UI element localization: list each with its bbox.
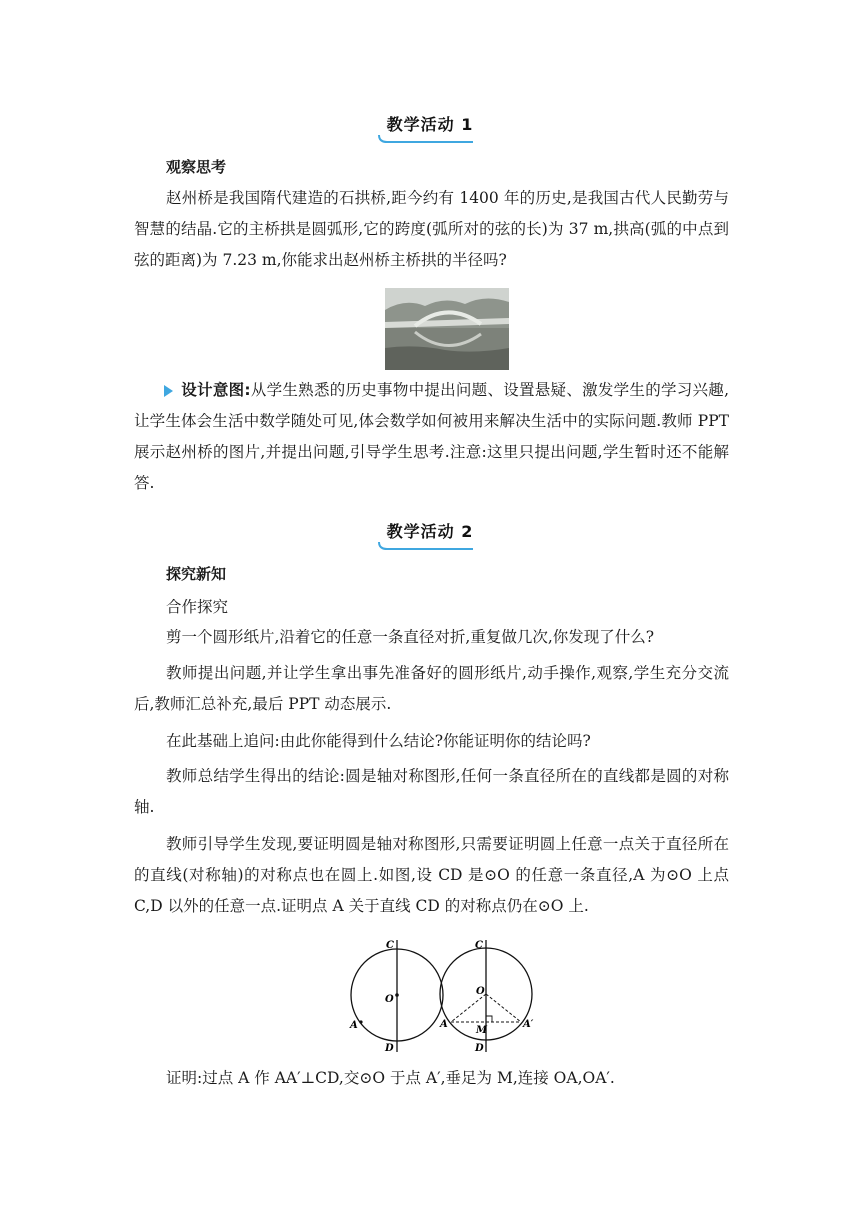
heading-underline-icon	[377, 133, 475, 145]
left-point-a	[359, 1020, 362, 1023]
fold-paper-paragraph: 剪一个圆形纸片,沿着它的任意一条直径对折,重复做几次,你发现了什么?	[166, 628, 655, 646]
activity-1-heading	[0, 112, 860, 141]
explore-subheading: 探究新知	[166, 565, 227, 583]
left-label-d: D	[385, 1043, 394, 1054]
teacher-question-paragraph: 教师提出问题,并让学生拿出事先准备好的圆形纸片,动手操作,观察,学生充分交流后,教师汇总补充,最后 PPT 动态展示.	[134, 664, 729, 713]
design-intent-label: 设计意图:	[181, 381, 251, 399]
design-intent-text: 从学生熟悉的历史事物中提出问题、设置悬疑、激发学生的学习兴趣,让学生体会生活中数学随处可见,体会数学如何被用来解决生活中的实际问题.教师 PPT 展示赵州桥的图片,并提出问题,引导学生思考.注意:这里只提出问题,学生暂时还不能解答.	[134, 381, 729, 492]
right-circle-figure	[439, 940, 534, 1054]
left-label-a: A	[350, 1020, 358, 1031]
right-label-m: M	[476, 1025, 488, 1036]
follow-up-paragraph: 在此基础上追问:由此你能得到什么结论?你能证明你的结论吗?	[166, 732, 591, 750]
left-label-o: O	[385, 994, 394, 1005]
triangle-marker-icon	[164, 385, 173, 397]
zhaozhou-bridge-photo	[385, 288, 509, 370]
activity-1-title: 教学活动 1	[386, 115, 474, 134]
right-label-c: C	[475, 940, 483, 951]
right-label-a: A	[440, 1019, 448, 1030]
right-label-o: O	[476, 986, 485, 997]
right-label-d: D	[475, 1043, 484, 1054]
activity-2-heading	[0, 519, 860, 548]
segment-oa	[451, 994, 486, 1022]
conclusion-paragraph: 教师总结学生得出的结论:圆是轴对称图形,任何一条直径所在的直线都是圆的对称轴.	[134, 767, 729, 816]
proof-paragraph: 证明:过点 A 作 AA′⊥CD,交⊙O 于点 A′,垂足为 M,连接 OA,OA′.	[166, 1069, 615, 1087]
bridge-image-icon	[385, 288, 509, 370]
heading-underline-icon	[377, 540, 475, 552]
circle-symmetry-diagram	[345, 930, 545, 1055]
design-intent-paragraph	[134, 375, 729, 499]
observe-subheading: 观察思考	[166, 158, 227, 176]
right-angle-mark	[486, 1016, 492, 1022]
activity-2-title: 教学活动 2	[386, 522, 474, 541]
right-label-a-prime: A′	[523, 1019, 534, 1030]
left-circle-figure	[349, 940, 443, 1054]
proof-setup-paragraph: 教师引导学生发现,要证明圆是轴对称图形,只需要证明圆上任意一点关于直径所在的直线(对称轴)的对称点也在圆上.如图,设 CD 是⊙O 的任意一条直径,A 为⊙O 上点 C,D 以外的任意一点.证明点 A 关于直线 CD 的对称点仍在⊙O 上.	[134, 835, 729, 915]
cooperate-subheading: 合作探究	[166, 598, 229, 616]
zhaozhou-bridge-paragraph: 赵州桥是我国隋代建造的石拱桥,距今约有 1400 年的历史,是我国古代人民勤劳与智慧的结晶.它的主桥拱是圆弧形,它的跨度(弧所对的弦的长)为 37 m,拱高(弧的中点到弦的距离)为 7.23 m,你能求出赵州桥主桥拱的半径吗?	[134, 189, 729, 269]
left-label-c: C	[386, 940, 394, 951]
segment-oa-prime	[486, 994, 521, 1022]
left-center-point	[395, 993, 399, 997]
